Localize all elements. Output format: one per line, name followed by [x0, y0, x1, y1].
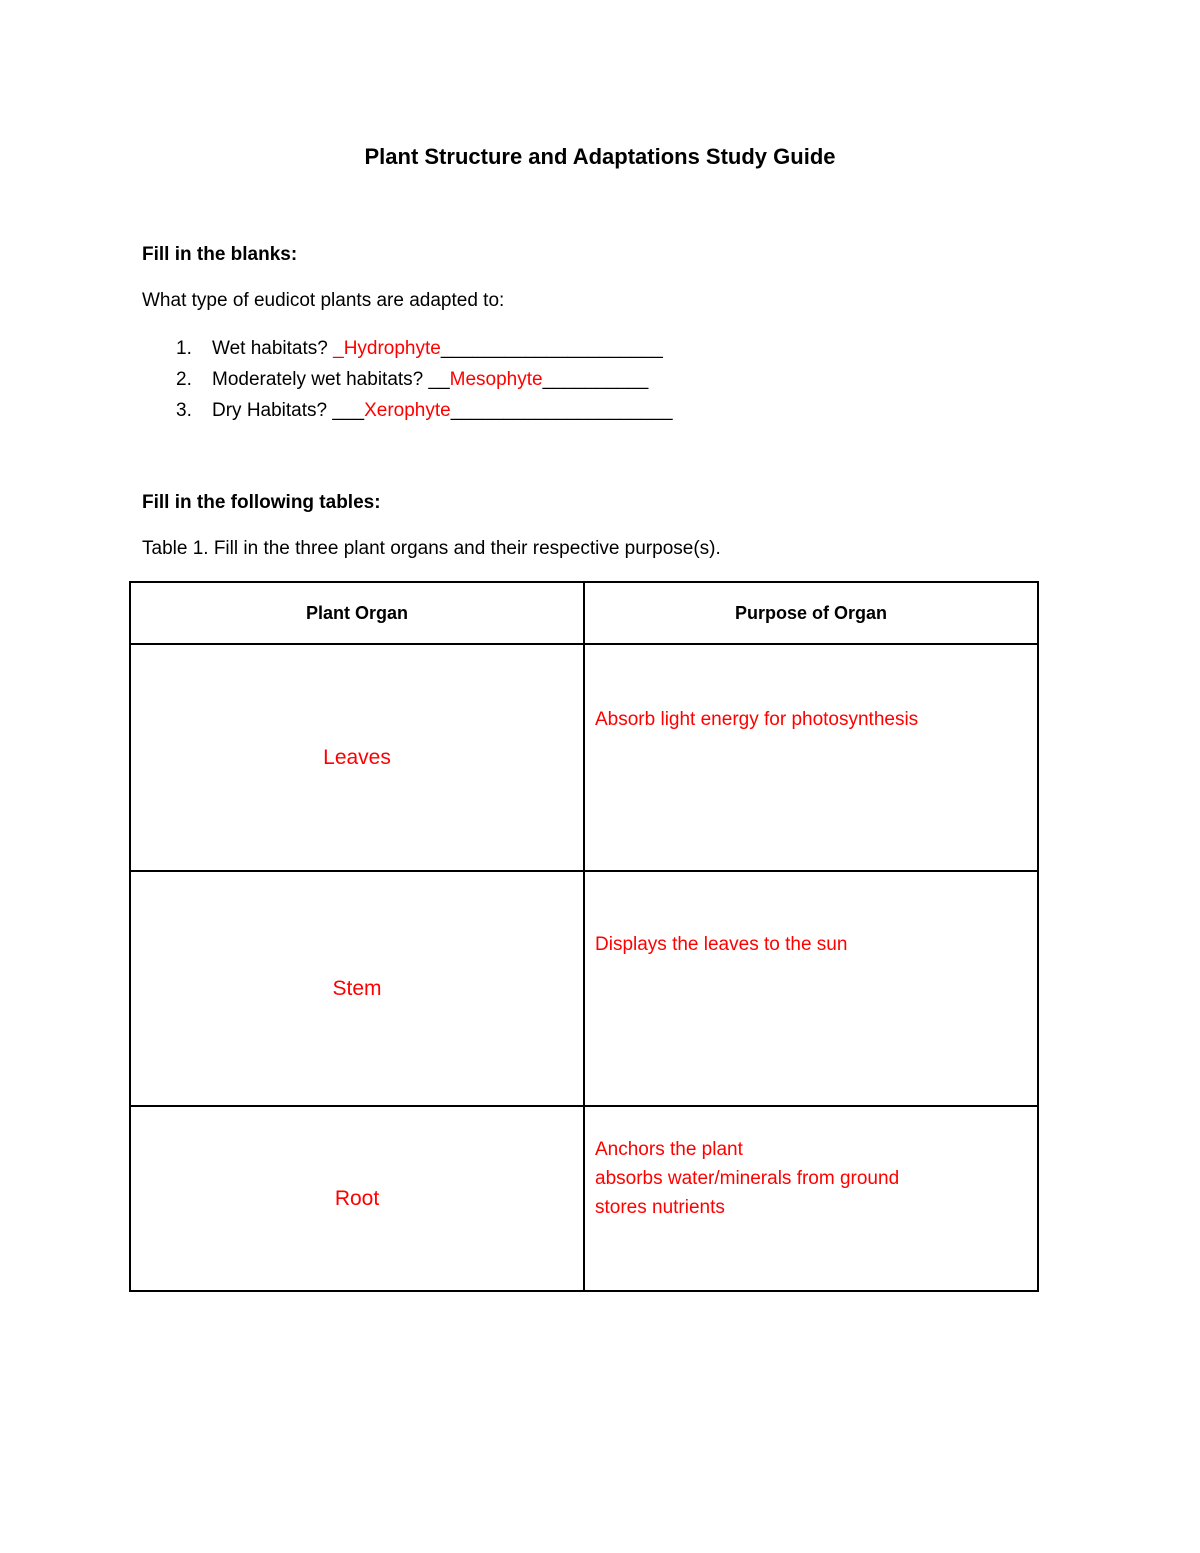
table-row: [130, 644, 1038, 871]
list-item: [176, 336, 673, 367]
fill-blanks-heading: Fill in the blanks:: [142, 244, 298, 265]
blank-underline: __: [428, 369, 450, 390]
purpose-line: stores nutrients: [595, 1197, 725, 1218]
item-number: 2.: [176, 369, 192, 390]
item-prompt: Moderately wet habitats?: [212, 369, 429, 390]
table-header-row: [130, 582, 1038, 644]
purpose-line: Displays the leaves to the sun: [595, 934, 848, 955]
item-prompt: Dry Habitats?: [212, 400, 333, 421]
organ-cell: Root: [130, 1106, 584, 1291]
answer-text: Mesophyte: [449, 369, 543, 390]
column-header-purpose: Purpose of Organ: [584, 582, 1038, 644]
purpose-line: Absorb light energy for photosynthesis: [595, 709, 919, 730]
document-title: Plant Structure and Adaptations Study Guide: [364, 144, 836, 169]
purpose-cell: [584, 644, 1038, 871]
organ-cell: Stem: [130, 871, 584, 1106]
purpose-cell: [584, 1106, 1038, 1291]
tables-heading: Fill in the following tables:: [142, 492, 381, 513]
purpose-cell: [584, 871, 1038, 1106]
blanks-list: [176, 336, 673, 429]
blank-underline: ___: [332, 400, 365, 421]
table-caption: Table 1. Fill in the three plant organs and their respective purpose(s).: [142, 538, 721, 559]
list-item: [176, 398, 673, 429]
table-row: [130, 871, 1038, 1106]
item-number: 3.: [176, 400, 192, 421]
item-prompt: Wet habitats?: [212, 338, 334, 359]
blank-underline: _____________________: [450, 400, 673, 421]
list-item: [176, 367, 673, 398]
table-row: [130, 1106, 1038, 1291]
answer-text: Hydrophyte: [343, 338, 441, 359]
purpose-line: absorbs water/minerals from ground: [595, 1168, 900, 1189]
blank-underline: _: [333, 338, 344, 359]
column-header-organ: Plant Organ: [130, 582, 584, 644]
item-number: 1.: [176, 338, 192, 359]
plant-organ-table: [129, 581, 1039, 1292]
blank-underline: __________: [542, 369, 649, 390]
blanks-question: What type of eudicot plants are adapted to:: [142, 290, 505, 311]
organ-cell: Leaves: [130, 644, 584, 871]
blank-underline: _____________________: [440, 338, 663, 359]
purpose-line: Anchors the plant: [595, 1139, 743, 1160]
answer-text: Xerophyte: [364, 400, 451, 421]
